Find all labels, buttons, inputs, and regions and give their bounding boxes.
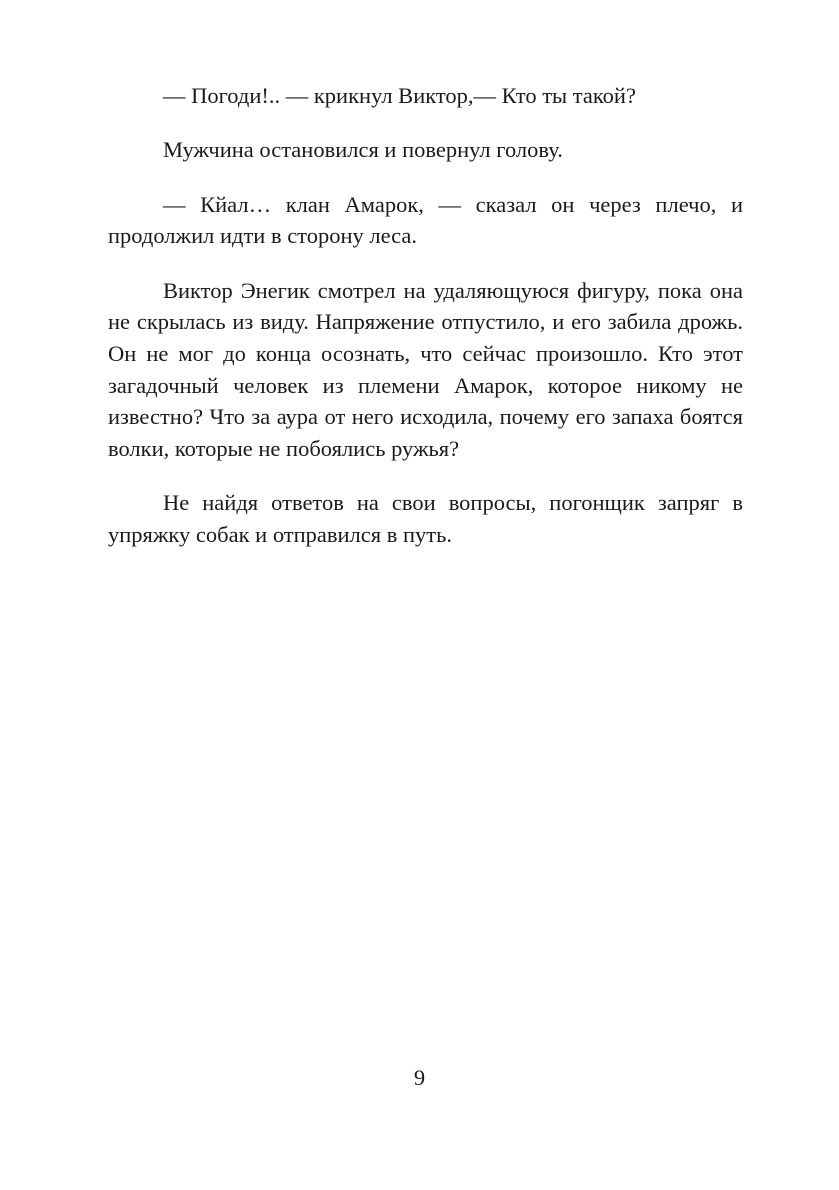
paragraph-clan-answer: — Кйал… клан Амарок, — сказал он через плечо, и продолжил идти в сторону леса.	[108, 191, 743, 249]
paragraph-dialogue-question: — Погоди!.. — крикнул Виктор,— Кто ты такой?	[163, 83, 636, 108]
paragraph-viktor-thoughts: Виктор Энегик смотрел на удаляющуюся фигуру, пока она не скрылась из виду. Напряжение отпустило, и его забила дрожь. Он не мог до конца осознать, что сейчас произошло. Кто этот загадочный человек из племени Амарок, которое никому не известно? Что за аура от него исходила, почему его запаха боятся волки, которые не побоялись ружья?	[108, 277, 743, 462]
paragraph-man-stopped: Мужчина остановился и повернул голову.	[163, 137, 563, 163]
paragraph-departure: Не найдя ответов на свои вопросы, погонщик запряг в упряжку собак и отправился в путь.	[108, 490, 743, 548]
page-number: 9	[413, 1065, 426, 1090]
body-text	[108, 80, 743, 573]
